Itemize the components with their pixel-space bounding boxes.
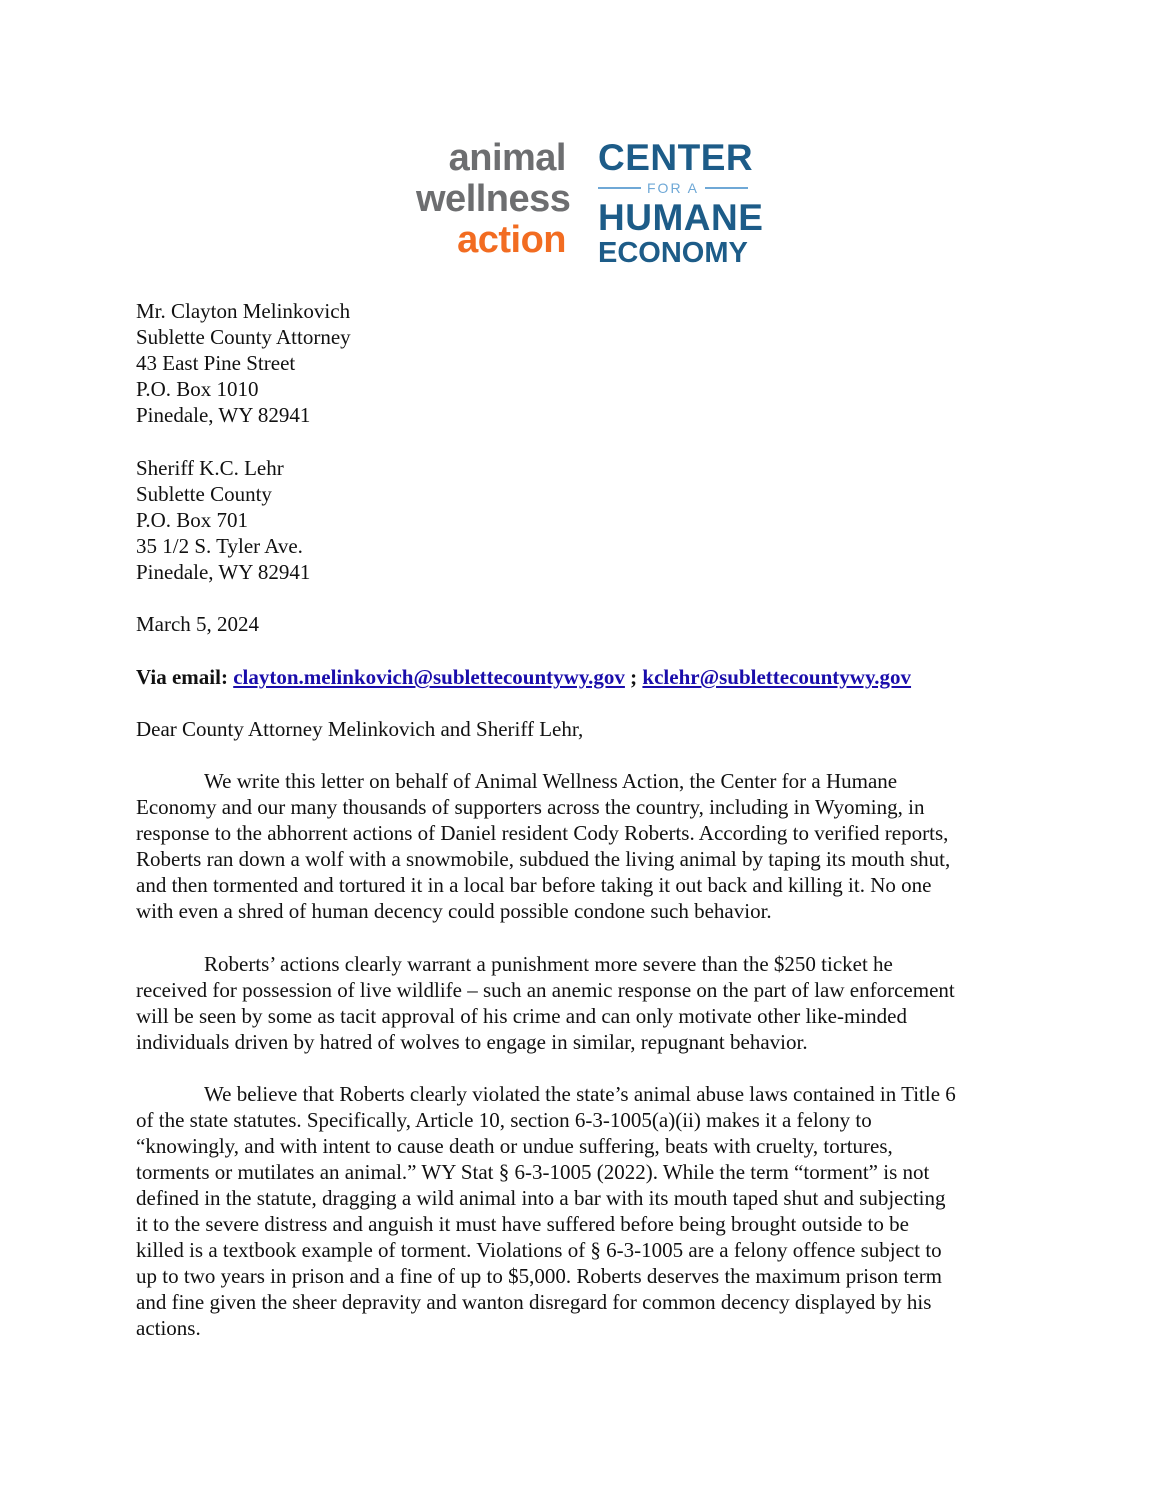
letter-date: March 5, 2024 <box>136 612 260 636</box>
paragraph-line: defined in the statute, dragging a wild animal into a bar with its mouth taped shut and subjecting <box>136 1186 946 1210</box>
address-line: Sublette County Attorney <box>136 325 351 349</box>
email-link-attorney[interactable]: clayton.melinkovich@sublettecountywy.gov <box>233 665 625 689</box>
via-email-line <box>136 664 911 690</box>
address-line: 43 East Pine Street <box>136 351 296 375</box>
paragraph-line: it to the severe distress and anguish it must have suffered before being brought outside to be <box>136 1212 909 1236</box>
address-line: Pinedale, WY 82941 <box>136 403 311 427</box>
address-line: 35 1/2 S. Tyler Ave. <box>136 534 303 558</box>
paragraph-line: Economy and our many thousands of supporters across the country, including in Wyoming, in <box>136 795 925 819</box>
center-humane-economy-logo <box>598 137 764 269</box>
che-logo-line1: CENTER <box>598 137 754 178</box>
via-email-label: Via email: <box>136 665 228 689</box>
paragraph-line: Roberts ran down a wolf with a snowmobile, subdued the living animal by taping its mouth shut, <box>136 847 951 871</box>
paragraph-line: killed is a textbook example of torment. Violations of § 6-3-1005 are a felony offence subject to <box>136 1238 942 1262</box>
che-logo-line2: FOR A <box>647 180 700 196</box>
letterhead-logos <box>416 137 764 269</box>
paragraph-line: of the state statutes. Specifically, Article 10, section 6-3-1005(a)(ii) makes it a felony to <box>136 1108 872 1132</box>
che-logo-rule-left <box>598 187 641 189</box>
paragraph-line: We believe that Roberts clearly violated the state’s animal abuse laws contained in Title 6 <box>204 1082 956 1106</box>
recipient-address-attorney <box>136 298 351 428</box>
salutation: Dear County Attorney Melinkovich and Sheriff Lehr, <box>136 717 584 741</box>
awa-logo-line1: animal <box>448 137 566 179</box>
paragraph-line: Roberts’ actions clearly warrant a punishment more severe than the $250 ticket he <box>204 952 893 976</box>
paragraph-line: torments or mutilates an animal.” WY Stat § 6-3-1005 (2022). While the term “torment” is not <box>136 1160 930 1184</box>
body-paragraph-3 <box>136 1081 1026 1341</box>
animal-wellness-action-logo <box>416 137 571 261</box>
paragraph-line: and fine given the sheer depravity and wanton disregard for common decency displayed by his <box>136 1290 932 1314</box>
awa-logo-line2: wellness <box>416 178 571 220</box>
awa-logo-line3: action <box>457 219 566 261</box>
paragraph-line: actions. <box>136 1316 201 1340</box>
che-logo-line4: ECONOMY <box>598 237 748 269</box>
paragraph-line: We write this letter on behalf of Animal Wellness Action, the Center for a Humane <box>204 769 898 793</box>
recipient-address-sheriff <box>136 455 310 585</box>
address-line: Sheriff K.C. Lehr <box>136 456 284 480</box>
paragraph-line: individuals driven by hatred of wolves to engage in similar, repugnant behavior. <box>136 1030 808 1054</box>
paragraph-line: response to the abhorrent actions of Daniel resident Cody Roberts. According to verified reports, <box>136 821 949 845</box>
address-line: P.O. Box 1010 <box>136 377 259 401</box>
paragraph-line: with even a shred of human decency could possible condone such behavior. <box>136 899 772 923</box>
paragraph-line: will be seen by some as tacit approval of his crime and can only motivate other like-minded <box>136 1004 907 1028</box>
che-logo-fora <box>598 178 748 198</box>
paragraph-line: “knowingly, and with intent to cause death or undue suffering, beats with cruelty, tortures, <box>136 1134 893 1158</box>
che-logo-line3: HUMANE <box>598 197 764 238</box>
che-logo-rule-right <box>705 187 748 189</box>
email-link-sheriff[interactable]: kclehr@sublettecountywy.gov <box>642 665 912 689</box>
address-line: Pinedale, WY 82941 <box>136 560 311 584</box>
paragraph-line: received for possession of live wildlife – such an anemic response on the part of law enforcement <box>136 978 955 1002</box>
email-separator: ; <box>630 665 638 689</box>
address-line: Sublette County <box>136 482 272 506</box>
address-line: Mr. Clayton Melinkovich <box>136 299 351 323</box>
body-paragraph-1 <box>136 768 1026 924</box>
address-line: P.O. Box 701 <box>136 508 249 532</box>
paragraph-line: and then tormented and tortured it in a local bar before taking it out back and killing it. No one <box>136 873 932 897</box>
body-paragraph-2 <box>136 951 1026 1055</box>
paragraph-line: up to two years in prison and a fine of up to $5,000. Roberts deserves the maximum prison term <box>136 1264 943 1288</box>
